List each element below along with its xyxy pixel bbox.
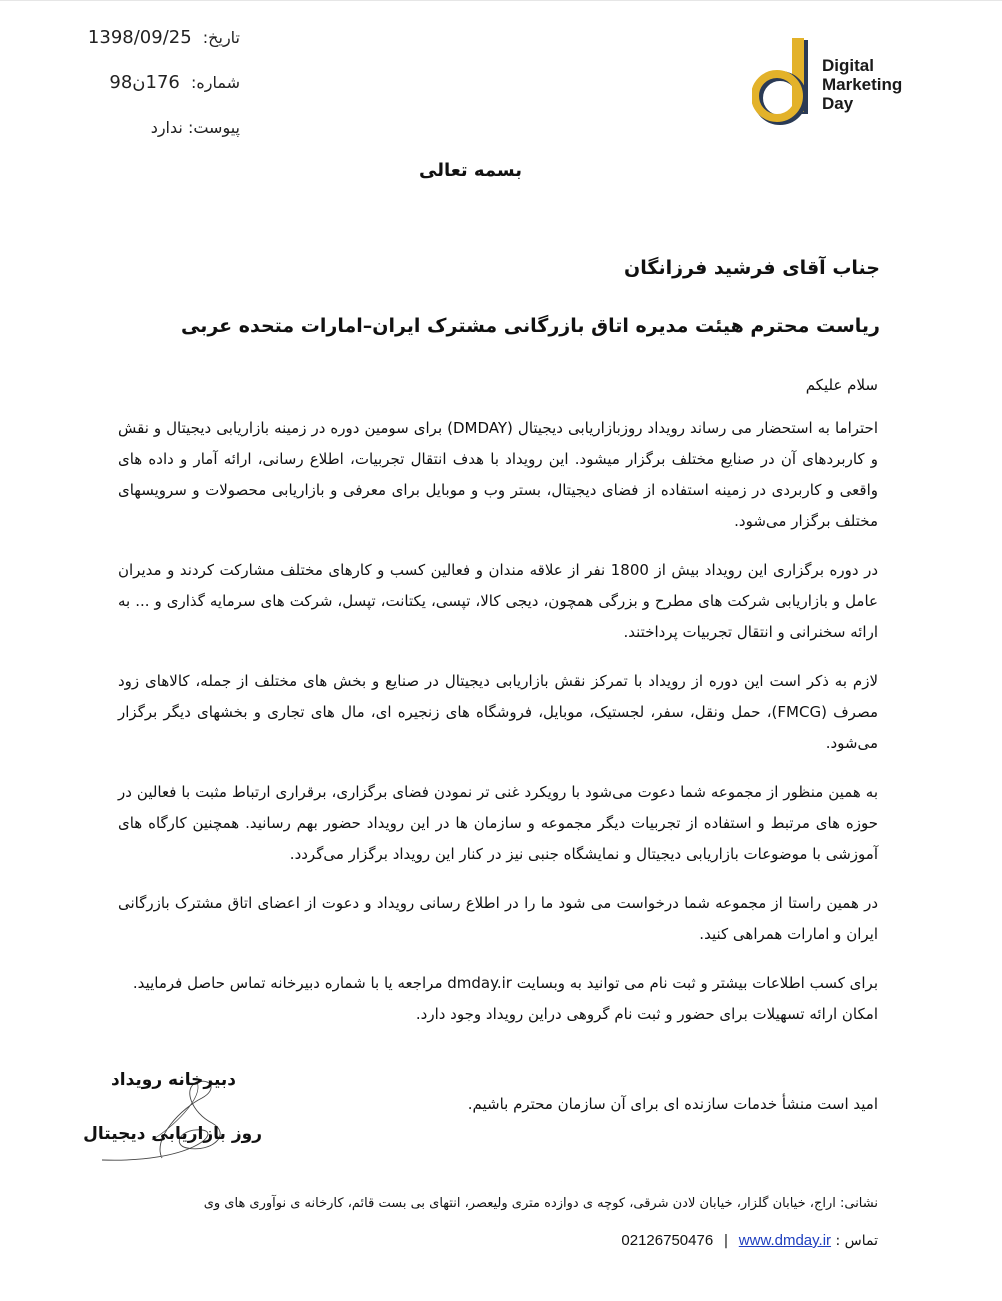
logo-text <box>822 56 902 113</box>
paragraph-website: برای کسب اطلاعات بیشتر و ثبت نام می توانید به وبسایت dmday.ir مراجعه یا با شماره دبیرخانه تماس حاصل فرمایید. <box>132 974 878 992</box>
signature-block <box>83 1068 272 1168</box>
letter-body <box>118 370 878 1030</box>
paragraph-history: در دوره برگزاری این رویداد بیش از 1800 نفر از علاقه مندان و فعالین کسب و کارهای مختلف مشارکت کردند و مدیران عامل و بازاریابی شرکت های مطرح و بزرگی همچون، دیجی کالا، تپسی، یکتانت، تپسل، شرکت های سرمایه گذاری و ... به ارائه سخنرانی و انتقال تجربیات پرداختند. <box>118 561 879 641</box>
basmala: بسمه تعالی <box>419 160 522 181</box>
logo-line-day: Day <box>822 94 854 113</box>
contact-separator: | <box>723 1233 729 1249</box>
logo-line-marketing: Marketing <box>822 75 903 94</box>
contact-phone: 02126750476 <box>621 1232 714 1249</box>
footer-address: نشانی: اراج، خیابان گلزار، خیابان لادن شرقی، کوچه ی دوازده متری ولیعصر، انتهای بی بست قائم، کارخانه ی نوآوری های وی <box>203 1196 878 1211</box>
closing-line: امید است منشأ خدمات سازنده ای برای آن سازمان محترم باشیم. <box>467 1095 878 1113</box>
website-link[interactable]: www.dmday.ir <box>738 1232 832 1249</box>
date-value: 1398/09/25 <box>87 27 192 48</box>
dmday-logo <box>752 36 952 136</box>
dmday-d-icon <box>752 36 818 132</box>
number-row <box>90 69 240 96</box>
date-row <box>87 24 240 51</box>
paragraph-request: در همین راستا از مجموعه شما درخواست می شود ما را در اطلاع رسانی رویداد و دعوت از اعضای اتاق مشترک بازرگانی ایران و امارات همراهی کنید. <box>118 894 878 943</box>
letter-meta <box>87 24 240 159</box>
signature-office: دبیرخانه رویداد <box>111 1070 236 1090</box>
greeting: سلام علیکم <box>805 376 878 394</box>
number-value: 176ن98 <box>109 72 180 93</box>
date-label: تاریخ: <box>202 28 240 47</box>
recipient-name: جناب آقای فرشید فرزانگان <box>624 257 880 279</box>
signature-event: روز بازاریابی دیجیتال <box>83 1124 262 1144</box>
footer-contact <box>621 1232 878 1249</box>
number-label: شماره: <box>190 73 240 92</box>
recipient-position: ریاست محترم هیئت مدیره اتاق بازرگانی مشترک ایران–امارات متحده عربی <box>181 315 880 337</box>
paragraph-facilities: امکان ارائه تسهیلات برای حضور و ثبت نام گروهی دراین رویداد وجود دارد. <box>415 1005 878 1023</box>
contact-label: تماس : <box>835 1233 878 1249</box>
paragraph-intro: احتراما به استحضار می رساند رویداد روزبازاریابی دیجیتال (DMDAY) برای سومین دوره در زمینه بازاریابی دیجیتال و نقش و کاربردهای آن در صنایع مختلف برگزار میشود. این رویداد با هدف انتقال تجربیات، اطلاع رسانی، ارائه آمار و داده های واقعی و کاربردی در زمینه استفاده از فضای دیجیتال، بستر وب و موبایل برای معرفی و بازاریابی محصولات و سرویسهای مختلف برگزار می‌شود. <box>118 419 878 530</box>
attachment-label: پیوست: <box>187 118 240 137</box>
attachment-value: ندارد <box>150 118 183 137</box>
paragraph-invitation: به همین منظور از مجموعه شما دعوت می‌شود با رویکرد غنی تر نمودن فضای برگزاری، برقراری ارتباط مثبت با فعالین در حوزه های مرتبط و استفاده از تجربیات دیگر مجموعه و سازمان ها در این رویداد حضور بهم رسانید. همچنین کارگاه های آموزشی با موضوعات بازاریابی دیجیتال و نمایشگاه جنبی نیز در کنار این رویداد برگزار می‌گردد. <box>118 783 878 863</box>
attachment-row <box>90 114 240 141</box>
paragraph-focus: لازم به ذکر است این دوره از رویداد با تمرکز نقش بازاریابی دیجیتال در صنایع و بخش های مختلف از جمله، کالاهای زود مصرف (FMCG)، حمل ونقل، سفر، لجستیک، موبایل، فروشگاه های زنجیره ای، مال های تجاری و بخشهای دیگر برگزار می‌شود. <box>118 672 878 752</box>
logo-line-digital: Digital <box>822 56 874 75</box>
